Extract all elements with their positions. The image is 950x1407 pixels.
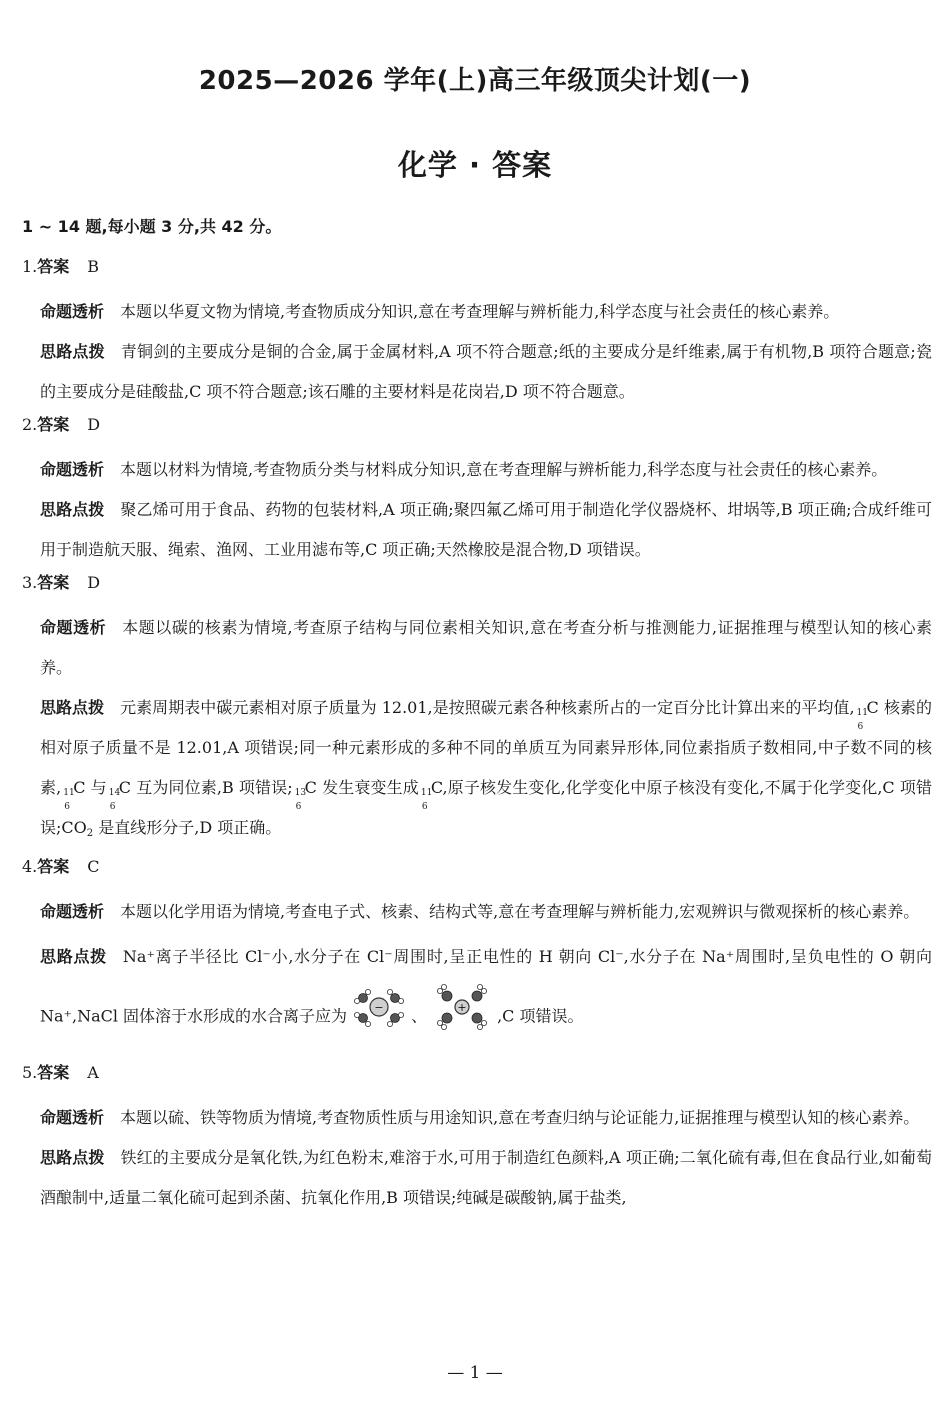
question-5-hint: 思路点拨 铁红的主要成分是氧化铁,为红色粉末,难溶于水,可用于制造红色颜料,A 项正确;二氧化硫有毒,但在食品行业,如葡萄酒酿制中,适量二氧化硫可起到杀菌、抗氧化作用,B 项错误;纯碱是碳酸钠,属于盐类, [40, 1148, 932, 1207]
page-title: 2025—2026 学年(上)高三年级顶尖计划(一) [198, 66, 752, 96]
question-1-hint: 思路点拨 青铜剑的主要成分是铜的合金,属于金属材料,A 项不符合题意;纸的主要成分是纤维素,属于有机物,B 项符合题意;瓷的主要成分是硅酸盐,C 项不符合题意;该石雕的主要材料是花岗岩,D 项不符合题意。 [40, 342, 932, 401]
question-5-answer: A [87, 1063, 99, 1082]
svg-text:+: + [457, 1001, 467, 1014]
question-2-answer: D [87, 415, 101, 434]
answer-content [22, 212, 932, 1218]
isotope-c11: 11 6 [856, 708, 868, 732]
question-3-answer: D [87, 573, 101, 592]
hydrated-sodium-ion-icon [429, 982, 495, 1052]
isotope-c13: 13 6 [294, 788, 307, 812]
question-5-header: 5.答案 A [22, 1063, 99, 1082]
question-1-header: 1.答案 B [22, 257, 100, 276]
question-3-header: 3.答案 D [22, 573, 101, 592]
svg-text:−: − [374, 1001, 384, 1014]
question-2-header: 2.答案 D [22, 415, 101, 434]
question-2-analysis: 命题透析 本题以材料为情境,考查物质分类与材料成分知识,意在考查理解与辨析能力,科学态度与社会责任的核心素养。 [40, 460, 888, 479]
question-5-analysis: 命题透析 本题以硫、铁等物质为情境,考查物质性质与用途知识,意在考查归纳与论证能力,证据推理与模型认知的核心素养。 [40, 1108, 920, 1127]
page-number: — 1 — [447, 1363, 503, 1383]
question-2-hint: 思路点拨 聚乙烯可用于食品、药物的包装材料,A 项正确;聚四氟乙烯可用于制造化学仪器烧杯、坩埚等,B 项正确;合成纤维可用于制造航天服、绳索、渔网、工业用滤布等,C 项正确;天然橡胶是混合物,D 项错误。 [40, 500, 932, 559]
question-4-analysis: 命题透析 本题以化学用语为情境,考查电子式、核素、结构式等,意在考查理解与辨析能力,宏观辨识与微观探析的核心素养。 [40, 902, 920, 921]
page-subtitle: 化学 · 答案 [397, 148, 553, 182]
isotope-c11: 11 6 [63, 788, 75, 812]
isotope-c11: 11 6 [420, 788, 433, 812]
question-4-header: 4.答案 C [22, 857, 100, 876]
scoring-intro: 1 ~ 14 题,每小题 3 分,共 42 分。 [22, 217, 282, 236]
question-3-analysis: 命题透析 本题以碳的核素为情境,考查原子结构与同位素相关知识,意在考查分析与推测能力,证据推理与模型认知的核心素养。 [40, 618, 932, 677]
isotope-c14: 14 6 [108, 788, 121, 812]
question-1-analysis: 命题透析 本题以华夏文物为情境,考查物质成分知识,意在考查理解与辨析能力,科学态度与社会责任的核心素养。 [40, 302, 840, 321]
question-4-hint: 思路点拨 Na⁺离子半径比 Cl⁻小,水分子在 Cl⁻周围时,呈正电性的 H 朝向 Cl⁻,水分子在 Na⁺周围时,呈负电性的 O 朝向 Na⁺,NaCl 固体溶于水形成的水合离子应为 − 、 + ,C 项错误。 [40, 932, 932, 1052]
question-3-hint: 思路点拨 元素周期表中碳元素相对原子质量为 12.01,是按照碳元素各种核素所占的一定百分比计算出来的平均值, 11 6 C 核素的相对原子质量不是 12.01,A 项错误;同一种元素形成的多种不同的单质互为同素异形体,同位素指质子数相同,中子数不同的核素, 11 6 C 与 14 6 C 互为同位素,B 项错误; 13 6 C 发生衰变生成 11 6 C,原子核发生变化,化学变化中原子核没有变化,不属于化学变化,C 项错误;CO2 是直线形分子,D 项正确。 [40, 698, 932, 839]
question-1-answer: B [87, 257, 100, 276]
hydrated-chloride-ion-icon [349, 982, 409, 1052]
question-4-answer: C [87, 857, 100, 876]
